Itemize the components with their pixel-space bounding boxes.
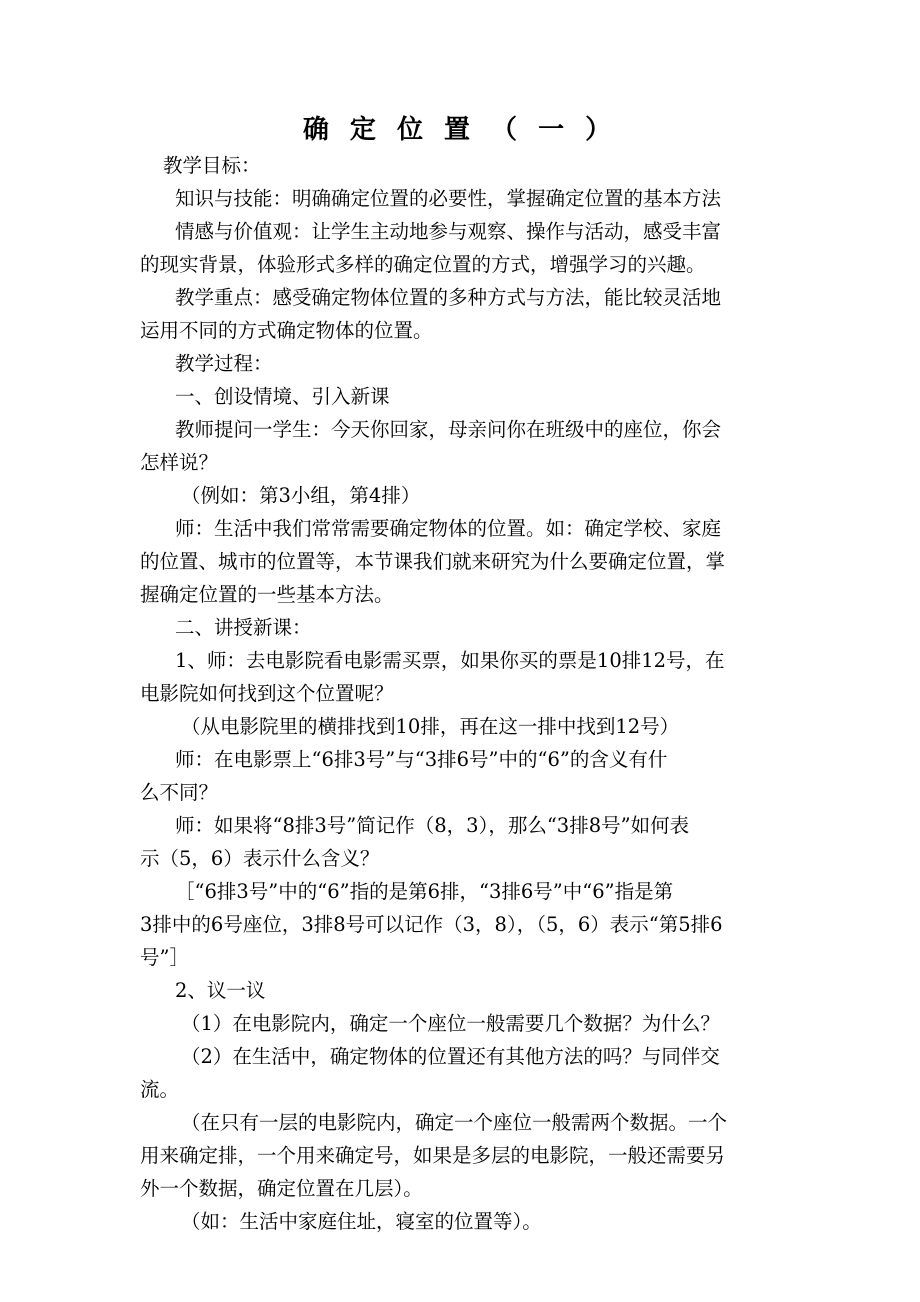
paragraph-line: （在只有一层的电影院内，确定一个座位一般需两个数据。一个 bbox=[181, 1111, 728, 1134]
section-heading-part-two: 二、讲授新课： bbox=[175, 616, 312, 639]
section-heading-process: 教学过程： bbox=[175, 352, 273, 375]
paragraph-line: 运用不同的方式确定物体的位置。 bbox=[140, 319, 433, 342]
paragraph-line: 3排中的6号座位，3排8号可以记作（3，8），（5，6）表示“第5排6 bbox=[140, 913, 723, 936]
paragraph-line: 情感与价值观：让学生主动地参与观察、操作与活动，感受丰富 bbox=[175, 220, 722, 243]
section-heading-objectives: 教学目标： bbox=[163, 154, 261, 177]
paragraph-line: 电影院如何找到这个位置呢？ bbox=[140, 682, 394, 705]
paragraph-line: 知识与技能：明确确定位置的必要性，掌握确定位置的基本方法 bbox=[175, 187, 722, 210]
paragraph-line: （1）在电影院内，确定一个座位一般需要几个数据？为什么？ bbox=[181, 1012, 720, 1035]
paragraph-line: 的位置、城市的位置等，本节课我们就来研究为什么要确定位置，掌 bbox=[140, 550, 726, 573]
section-heading-part-one: 一、创设情境、引入新课 bbox=[175, 385, 390, 408]
paragraph-line: ［“6排3号”中的“6”指的是第6排，“3排6号”中“6”指是第 bbox=[175, 880, 674, 903]
paragraph-line: （例如：第3小组，第4排） bbox=[181, 484, 421, 507]
paragraph-line: 握确定位置的一些基本方法。 bbox=[140, 583, 394, 606]
paragraph-line: （从电影院里的横排找到10排，再在这一排中找到12号） bbox=[181, 715, 680, 738]
paragraph-line: 号”］ bbox=[140, 946, 189, 969]
paragraph-line: 外一个数据，确定位置在几层）。 bbox=[140, 1177, 423, 1200]
paragraph-line: （2）在生活中，确定物体的位置还有其他方法的吗？与同伴交 bbox=[181, 1045, 720, 1068]
paragraph-line: 师：在电影票上“6排3号”与“3排6号”中的“6”的含义有什 bbox=[175, 748, 668, 771]
paragraph-line: 示（5，6）表示什么含义？ bbox=[140, 847, 380, 870]
paragraph-line: 用来确定排，一个用来确定号，如果是多层的电影院，一般还需要另 bbox=[140, 1144, 726, 1167]
paragraph-line: 1、师：去电影院看电影需买票，如果你买的票是10排12号，在 bbox=[175, 649, 725, 672]
paragraph-line: 怎样说？ bbox=[140, 451, 219, 474]
paragraph-line: 师：生活中我们常常需要确定物体的位置。如：确定学校、家庭 bbox=[175, 517, 722, 540]
paragraph-line: 么不同？ bbox=[140, 781, 219, 804]
paragraph-line: 教学重点：感受确定物体位置的多种方式与方法，能比较灵活地 bbox=[175, 286, 722, 309]
paragraph-line: 师：如果将“8排3号”简记作（8，3），那么“3排8号”如何表 bbox=[175, 814, 690, 837]
paragraph-line: （如：生活中家庭住址，寝室的位置等）。 bbox=[181, 1210, 542, 1233]
section-heading-discussion: 2、议一议 bbox=[175, 979, 266, 1002]
paragraph-line: 流。 bbox=[140, 1078, 180, 1101]
document-title: 确 定 位 置 （ 一 ） bbox=[302, 115, 618, 145]
paragraph-line: 教师提问一学生：今天你回家，母亲问你在班级中的座位，你会 bbox=[175, 418, 722, 441]
paragraph-line: 的现实背景，体验形式多样的确定位置的方式，增强学习的兴趣。 bbox=[140, 253, 706, 276]
